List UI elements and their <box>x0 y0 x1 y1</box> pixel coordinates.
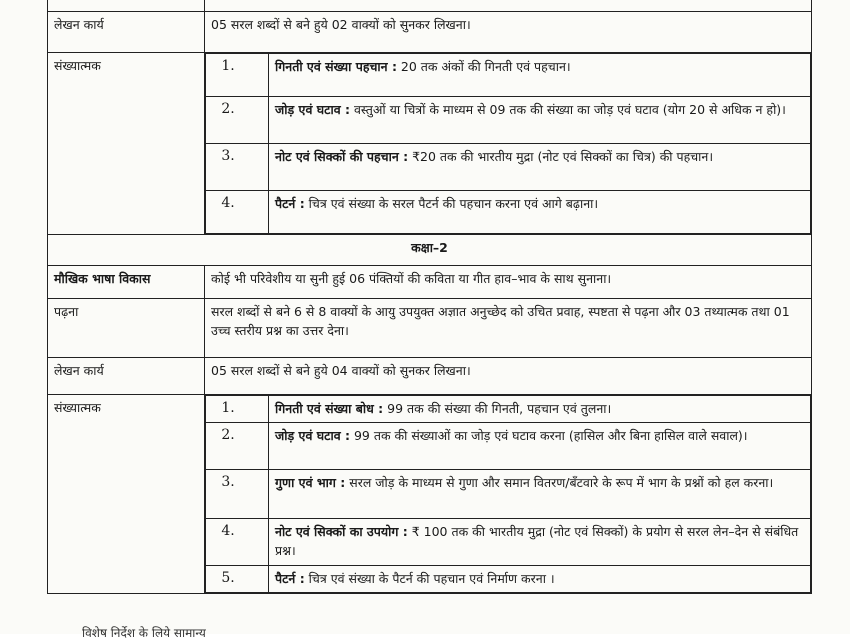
footer-fragment: विशेष निर्देश के लिये सामान्य <box>82 626 206 640</box>
item-number: 4. <box>221 523 235 539</box>
item-text: 99 तक की संख्या की गिनती, पहचान एवं तुलना। <box>383 401 612 416</box>
top-edge-row <box>48 0 812 12</box>
class-heading: कक्षा–2 <box>48 235 812 266</box>
numeracy-list-1 <box>205 53 811 234</box>
list-item <box>206 470 811 519</box>
item-text: ₹20 तक की भारतीय मुद्रा (नोट एवं सिक्कों का चित्र) की पहचान। <box>408 149 714 164</box>
item-text: 20 तक अंकों की गिनती एवं पहचान। <box>396 59 571 74</box>
item-title: गिनती एवं संख्या पहचान : <box>275 59 397 74</box>
row-label: लेखन कार्य <box>48 358 205 395</box>
item-number: 1. <box>221 400 235 416</box>
item-number: 2. <box>221 101 235 117</box>
list-item <box>206 97 811 144</box>
row-lekhan-1 <box>48 12 812 53</box>
class-heading-row <box>48 235 812 266</box>
item-title: नोट एवं सिक्कों की पहचान : <box>275 149 409 164</box>
item-title: गिनती एवं संख्या बोध : <box>275 401 384 416</box>
item-number: 3. <box>221 148 235 164</box>
row-label: पढ़ना <box>48 299 205 358</box>
item-text: चित्र एवं संख्या के पैटर्न की पहचान एवं निर्माण करना । <box>304 571 555 586</box>
item-title: जोड़ एवं घटाव : <box>275 102 350 117</box>
row-maukhik <box>48 266 812 299</box>
item-number: 1. <box>221 58 235 74</box>
list-item <box>206 519 811 566</box>
row-lekhan-2 <box>48 358 812 395</box>
list-item <box>206 54 811 97</box>
row-label: मौखिक भाषा विकास <box>48 266 205 299</box>
item-title: नोट एवं सिक्कों का उपयोग : <box>275 524 408 539</box>
row-label: संख्यात्मक <box>48 53 205 235</box>
item-text: 99 तक की संख्याओं का जोड़ एवं घटाव करना (हासिल और बिना हासिल वाले सवाल)। <box>350 428 748 443</box>
numeracy-list-2 <box>205 395 811 593</box>
row-text: 05 सरल शब्दों से बने हुये 04 वाक्यों को सुनकर लिखना। <box>205 358 812 395</box>
item-title: पैटर्न : <box>275 196 305 211</box>
item-text: चित्र एवं संख्या के सरल पैटर्न की पहचान करना एवं आगे बढ़ाना। <box>304 196 599 211</box>
syllabus-table <box>47 0 812 594</box>
row-sankhyatmak-2 <box>48 395 812 594</box>
row-padhna <box>48 299 812 358</box>
row-label: लेखन कार्य <box>48 12 205 53</box>
item-number: 5. <box>221 570 235 586</box>
item-title: पैटर्न : <box>275 571 305 586</box>
item-text: वस्तुओं या चित्रों के माध्यम से 09 तक की संख्या का जोड़ एवं घटाव (योग 20 से अधिक न हो)। <box>350 102 786 117</box>
list-item <box>206 566 811 593</box>
item-text: सरल जोड़ के माध्यम से गुणा और समान वितरण/बँटवारे के रूप में भाग के प्रश्नों को हल करना। <box>345 475 774 490</box>
list-item <box>206 144 811 191</box>
item-number: 4. <box>221 195 235 211</box>
row-text: 05 सरल शब्दों से बने हुये 02 वाक्यों को सुनकर लिखना। <box>205 12 812 53</box>
list-item <box>206 396 811 423</box>
list-item <box>206 423 811 470</box>
item-title: जोड़ एवं घटाव : <box>275 428 350 443</box>
row-text: सरल शब्दों से बने 6 से 8 वाक्यों के आयु उपयुक्त अज्ञात अनुच्छेद को उचित प्रवाह, स्पष्टता से पढ़ना और 03 तथ्यात्मक तथा 01 उच्च स्तरीय प्रश्न का उत्तर देना। <box>205 299 812 358</box>
item-number: 3. <box>221 474 235 490</box>
row-label: संख्यात्मक <box>48 395 205 594</box>
item-title: गुणा एवं भाग : <box>275 475 346 490</box>
row-text: कोई भी परिवेशीय या सुनी हुई 06 पंक्तियों की कविता या गीत हाव–भाव के साथ सुनाना। <box>205 266 812 299</box>
list-item <box>206 191 811 234</box>
item-text: ₹ 100 तक की भारतीय मुद्रा (नोट एवं सिक्कों) के प्रयोग से सरल लेन–देन से संबंधित प्रश्न। <box>275 524 799 558</box>
row-sankhyatmak-1 <box>48 53 812 235</box>
item-number: 2. <box>221 427 235 443</box>
